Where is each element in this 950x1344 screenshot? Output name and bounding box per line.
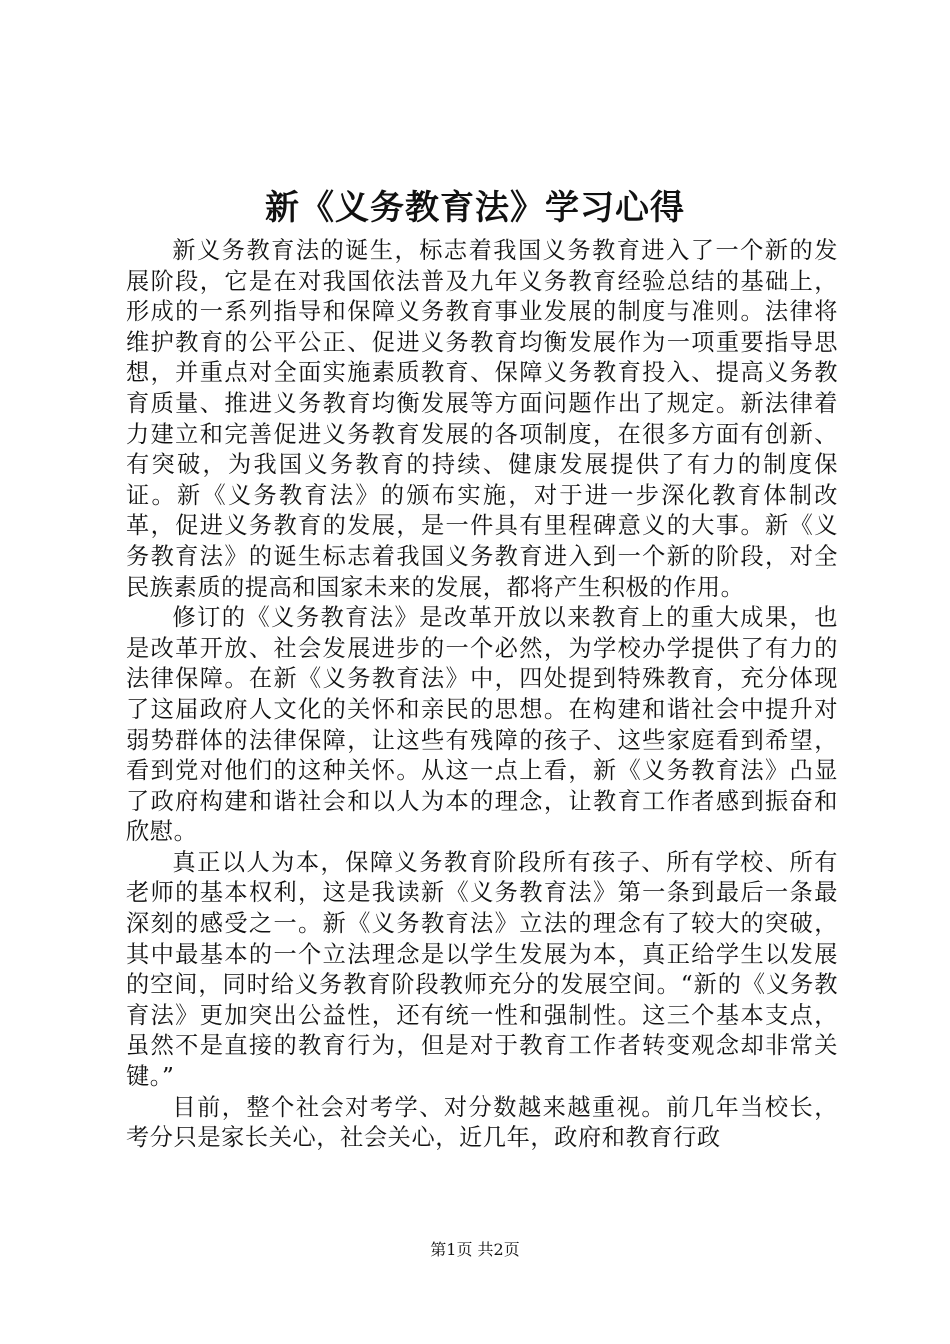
paragraph: 新义务教育法的诞生，标志着我国义务教育进入了一个新的发展阶段，它是在对我国依法普及九年义务教育经验总结的基础上，形成的一系列指导和保障义务教育事业发展的制度与准则。法律将维护教育的公平公正、促进义务教育均衡发展作为一项重要指导思想，并重点对全面实施素质教育、保障义务教育投入、提高义务教育质量、推进义务教育均衡发展等方面问题作出了规定。新法律着力建立和完善促进义务教育发展的各项制度，在很多方面有创新、有突破，为我国义务教育的持续、健康发展提供了有力的制度保证。新《义务教育法》的颁布实施，对于进一步深化教育体制改革，促进义务教育的发展，是一件具有里程碑意义的大事。新《义务教育法》的诞生标志着我国义务教育进入到一个新的阶段，对全民族素质的提高和国家未来的发展，都将产生积极的作用。 — [126, 237, 838, 601]
paragraph: 修订的《义务教育法》是改革开放以来教育上的重大成果，也是改革开放、社会发展进步的一个必然，为学校办学提供了有力的法律保障。在新《义务教育法》中，四处提到特殊教育，充分体现了这届政府人文化的关怀和亲民的思想。在构建和谐社会中提升对弱势群体的法律保障，让这些有残障的孩子、这些家庭看到希望，看到党对他们的这种关怀。从这一点上看，新《义务教育法》凸显了政府构建和谐社会和以人为本的理念，让教育工作者感到振奋和欣慰。 — [126, 604, 838, 846]
paragraph: 目前，整个社会对考学、对分数越来越重视。前几年当校长，考分只是家长关心，社会关心，近几年，政府和教育行政 — [126, 1093, 838, 1152]
document-body — [126, 236, 838, 1154]
document-title: 新《义务教育法》学习心得 — [265, 188, 685, 228]
paragraph: 真正以人为本，保障义务教育阶段所有孩子、所有学校、所有老师的基本权利，这是我读新《义务教育法》第一条到最后一条最深刻的感受之一。新《义务教育法》立法的理念有了较大的突破，其中最基本的一个立法理念是以学生发展为本，真正给学生以发展的空间，同时给义务教育阶段教师充分的发展空间。“新的《义务教育法》更加突出公益性，还有统一性和强制性。这三个基本支点，虽然不是直接的教育行为，但是对于教育工作者转变观念却非常关键。” — [126, 848, 838, 1091]
page-footer: 第1页 共2页 — [430, 1240, 520, 1259]
